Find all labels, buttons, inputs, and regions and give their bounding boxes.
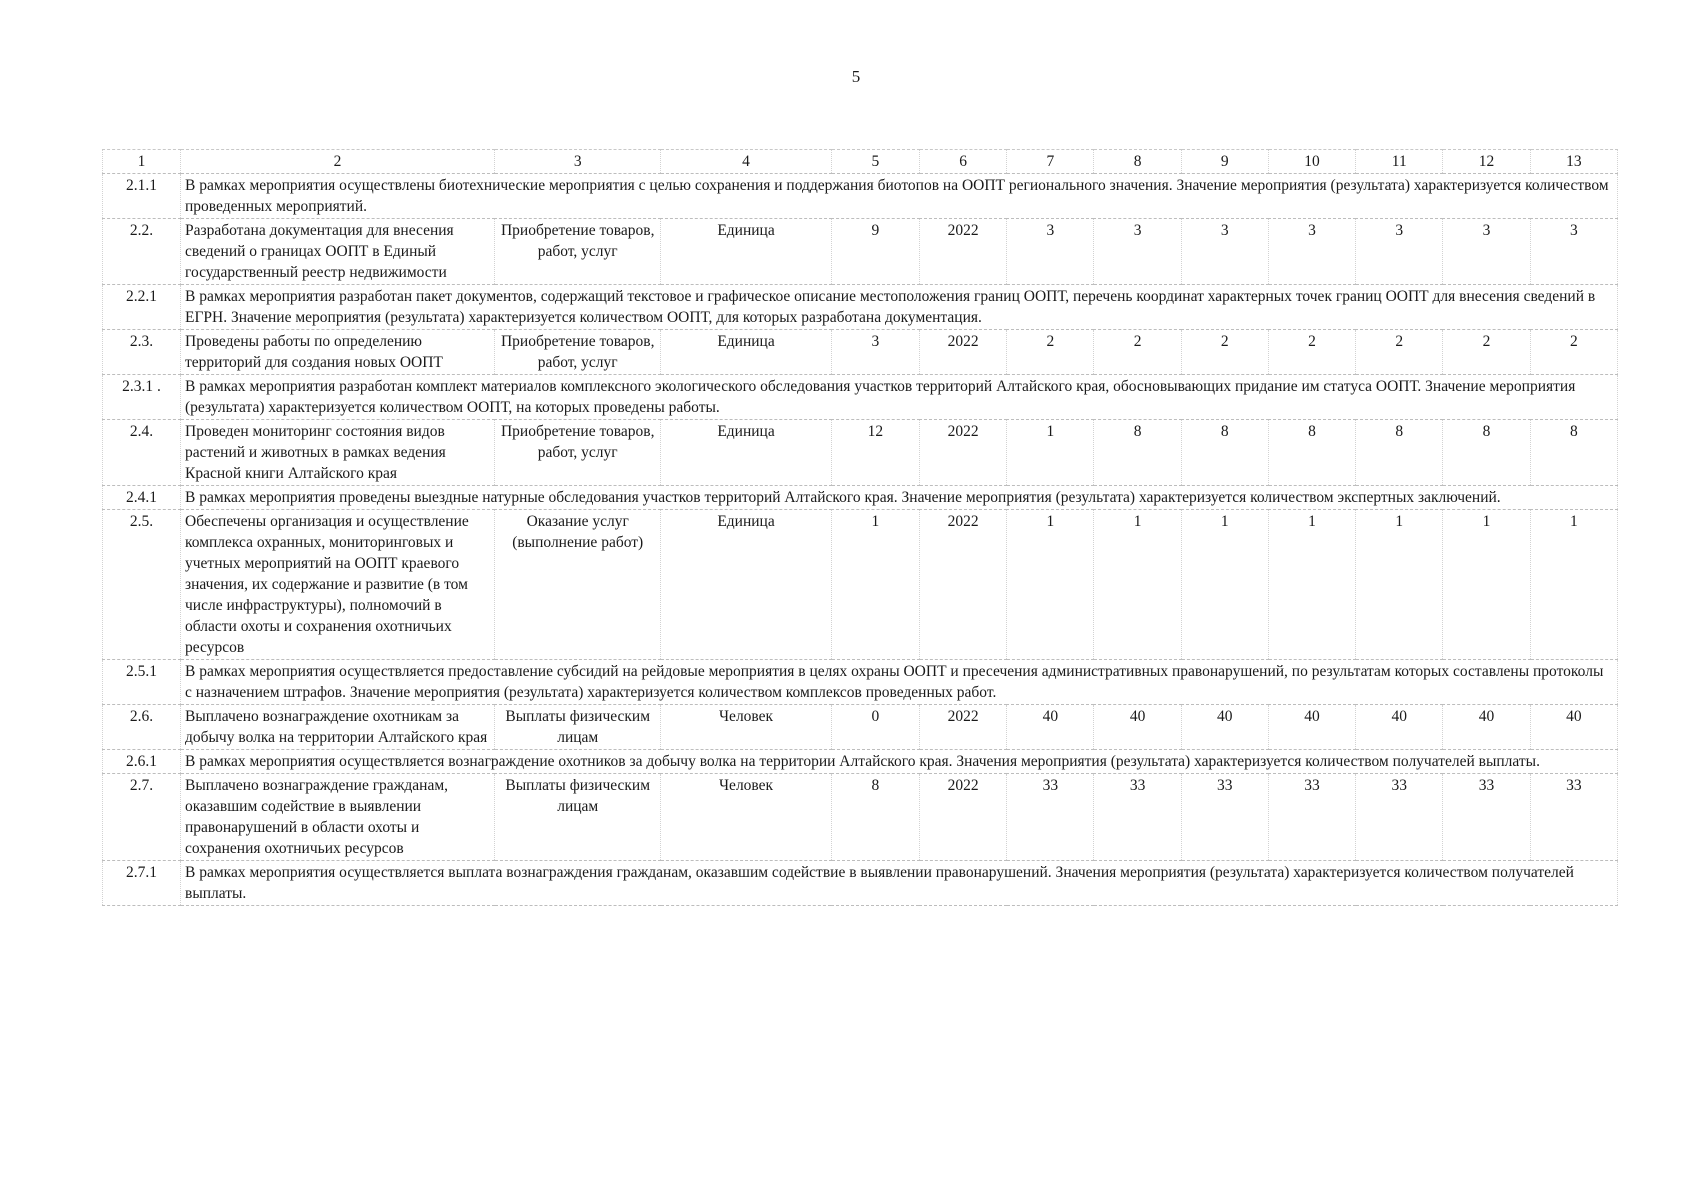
value-cell-13: 40 (1530, 705, 1617, 750)
value-cell-7: 1 (1007, 510, 1094, 660)
value-cell-8: 3 (1094, 219, 1181, 285)
note-text: В рамках мероприятия осуществляется вознаграждение охотников за добычу волка на территории Алтайского края. Значения мероприятия (результата) характеризуется количеством получателей выплаты. (181, 750, 1618, 774)
value-cell-13: 1 (1530, 510, 1617, 660)
header-cell-7: 7 (1007, 150, 1094, 174)
value-cell-5: 1 (831, 510, 919, 660)
value-cell-11: 8 (1356, 420, 1443, 486)
value-cell-5: 3 (831, 330, 919, 375)
value-cell-12: 33 (1443, 774, 1530, 861)
note-text: В рамках мероприятия осуществляется предоставление субсидий на рейдовые мероприятия в целях охраны ООПТ и пресечения административных правонарушений, по результатам которых составлены протоколы с назначением штрафов. Значение мероприятия (результата) характеризуется количеством комплексов проведенных работ. (181, 660, 1618, 705)
item-unit: Единица (661, 219, 831, 285)
item-name: Выплачено вознаграждение охотникам за добычу волка на территории Алтайского края (181, 705, 495, 750)
item-name: Разработана документация для внесения сведений о границах ООПТ в Единый государственный реестр недвижимости (181, 219, 495, 285)
row-number: 2.5.1 (103, 660, 181, 705)
value-cell-9: 2 (1181, 330, 1268, 375)
row-number: 2.3.1 . (103, 375, 181, 420)
value-cell-13: 33 (1530, 774, 1617, 861)
page-number: 5 (851, 67, 861, 86)
item-kind: Оказание услуг (выполнение работ) (495, 510, 661, 660)
value-cell-12: 3 (1443, 219, 1530, 285)
item-name: Проведен мониторинг состояния видов растений и животных в рамках ведения Красной книги Алтайского края (181, 420, 495, 486)
row-number: 2.3. (103, 330, 181, 375)
value-cell-8: 1 (1094, 510, 1181, 660)
value-cell-8: 33 (1094, 774, 1181, 861)
item-row (103, 510, 1618, 660)
note-text: В рамках мероприятия осуществлены биотехнические мероприятия с целью сохранения и поддержания биотопов на ООПТ регионального значения. Значение мероприятия (результата) характеризуется количеством проведенных мероприятий. (181, 174, 1618, 219)
value-cell-10: 1 (1268, 510, 1355, 660)
value-cell-7: 40 (1007, 705, 1094, 750)
value-cell-9: 40 (1181, 705, 1268, 750)
value-cell-7: 2 (1007, 330, 1094, 375)
value-cell-9: 8 (1181, 420, 1268, 486)
value-cell-8: 40 (1094, 705, 1181, 750)
value-cell-9: 1 (1181, 510, 1268, 660)
header-cell-4: 4 (661, 150, 831, 174)
value-cell-12: 2 (1443, 330, 1530, 375)
item-kind: Приобретение товаров, работ, услуг (495, 219, 661, 285)
value-cell-11: 1 (1356, 510, 1443, 660)
note-text: В рамках мероприятия разработан пакет документов, содержащий текстовое и графическое описание местоположения границ ООПТ, перечень координат характерных точек границ ООПТ для внесения сведений в ЕГРН. Значение мероприятия (результата) характеризуется количеством ООПТ, для которых разработана документация. (181, 285, 1618, 330)
row-number: 2.4. (103, 420, 181, 486)
note-text: В рамках мероприятия разработан комплект материалов комплексного экологического обследования участков территорий Алтайского края, обосновывающих придание им статуса ООПТ. Значение мероприятия (результата) характеризуется количеством ООПТ, на которых проведены работы. (181, 375, 1618, 420)
note-row (103, 861, 1618, 906)
value-cell-6: 2022 (919, 774, 1006, 861)
value-cell-6: 2022 (919, 330, 1006, 375)
header-cell-6: 6 (919, 150, 1006, 174)
item-name: Проведены работы по определению территорий для создания новых ООПТ (181, 330, 495, 375)
indicators-table (102, 149, 1618, 906)
row-number: 2.7. (103, 774, 181, 861)
header-cell-9: 9 (1181, 150, 1268, 174)
item-kind: Приобретение товаров, работ, услуг (495, 420, 661, 486)
value-cell-13: 3 (1530, 219, 1617, 285)
value-cell-10: 40 (1268, 705, 1355, 750)
value-cell-5: 8 (831, 774, 919, 861)
item-row (103, 774, 1618, 861)
value-cell-11: 33 (1356, 774, 1443, 861)
value-cell-12: 8 (1443, 420, 1530, 486)
note-text: В рамках мероприятия проведены выездные натурные обследования участков территорий Алтайского края. Значение мероприятия (результата) характеризуется количеством экспертных заключений. (181, 486, 1618, 510)
item-kind: Приобретение товаров, работ, услуг (495, 330, 661, 375)
item-kind: Выплаты физическим лицам (495, 774, 661, 861)
row-number: 2.5. (103, 510, 181, 660)
note-row (103, 660, 1618, 705)
item-kind: Выплаты физическим лицам (495, 705, 661, 750)
table-body (103, 150, 1618, 906)
header-cell-13: 13 (1530, 150, 1617, 174)
item-row (103, 705, 1618, 750)
note-row (103, 750, 1618, 774)
value-cell-11: 40 (1356, 705, 1443, 750)
value-cell-10: 33 (1268, 774, 1355, 861)
item-row (103, 330, 1618, 375)
item-name: Обеспечены организация и осуществление комплекса охранных, мониторинговых и учетных мероприятий на ООПТ краевого значения, их содержание и развитие (в том числе инфраструктуры), полномочий в области охоты и сохранения охотничьих ресурсов (181, 510, 495, 660)
table-header-row (103, 150, 1618, 174)
header-cell-2: 2 (181, 150, 495, 174)
header-cell-12: 12 (1443, 150, 1530, 174)
row-number: 2.1.1 (103, 174, 181, 219)
item-unit: Человек (661, 774, 831, 861)
value-cell-6: 2022 (919, 219, 1006, 285)
value-cell-7: 1 (1007, 420, 1094, 486)
item-unit: Человек (661, 705, 831, 750)
value-cell-6: 2022 (919, 420, 1006, 486)
value-cell-11: 3 (1356, 219, 1443, 285)
value-cell-9: 3 (1181, 219, 1268, 285)
value-cell-13: 8 (1530, 420, 1617, 486)
item-unit: Единица (661, 420, 831, 486)
value-cell-12: 1 (1443, 510, 1530, 660)
value-cell-12: 40 (1443, 705, 1530, 750)
header-cell-5: 5 (831, 150, 919, 174)
note-row (103, 285, 1618, 330)
row-number: 2.7.1 (103, 861, 181, 906)
value-cell-13: 2 (1530, 330, 1617, 375)
header-cell-1: 1 (103, 150, 181, 174)
value-cell-7: 33 (1007, 774, 1094, 861)
item-unit: Единица (661, 510, 831, 660)
value-cell-11: 2 (1356, 330, 1443, 375)
row-number: 2.6.1 (103, 750, 181, 774)
value-cell-6: 2022 (919, 705, 1006, 750)
note-row (103, 174, 1618, 219)
header-cell-3: 3 (495, 150, 661, 174)
header-cell-10: 10 (1268, 150, 1355, 174)
value-cell-7: 3 (1007, 219, 1094, 285)
row-number: 2.2.1 (103, 285, 181, 330)
value-cell-5: 0 (831, 705, 919, 750)
value-cell-10: 8 (1268, 420, 1355, 486)
note-row (103, 375, 1618, 420)
item-unit: Единица (661, 330, 831, 375)
value-cell-10: 3 (1268, 219, 1355, 285)
row-number: 2.4.1 (103, 486, 181, 510)
value-cell-8: 8 (1094, 420, 1181, 486)
row-number: 2.6. (103, 705, 181, 750)
note-row (103, 486, 1618, 510)
item-row (103, 219, 1618, 285)
row-number: 2.2. (103, 219, 181, 285)
value-cell-10: 2 (1268, 330, 1355, 375)
header-cell-8: 8 (1094, 150, 1181, 174)
value-cell-6: 2022 (919, 510, 1006, 660)
item-row (103, 420, 1618, 486)
value-cell-5: 9 (831, 219, 919, 285)
item-name: Выплачено вознаграждение гражданам, оказавшим содействие в выявлении правонарушений в области охоты и сохранения охотничьих ресурсов (181, 774, 495, 861)
value-cell-5: 12 (831, 420, 919, 486)
value-cell-8: 2 (1094, 330, 1181, 375)
note-text: В рамках мероприятия осуществляется выплата вознаграждения гражданам, оказавшим содействие в выявлении правонарушений. Значения мероприятия (результата) характеризуется количеством получателей выплаты. (181, 861, 1618, 906)
value-cell-9: 33 (1181, 774, 1268, 861)
header-cell-11: 11 (1356, 150, 1443, 174)
